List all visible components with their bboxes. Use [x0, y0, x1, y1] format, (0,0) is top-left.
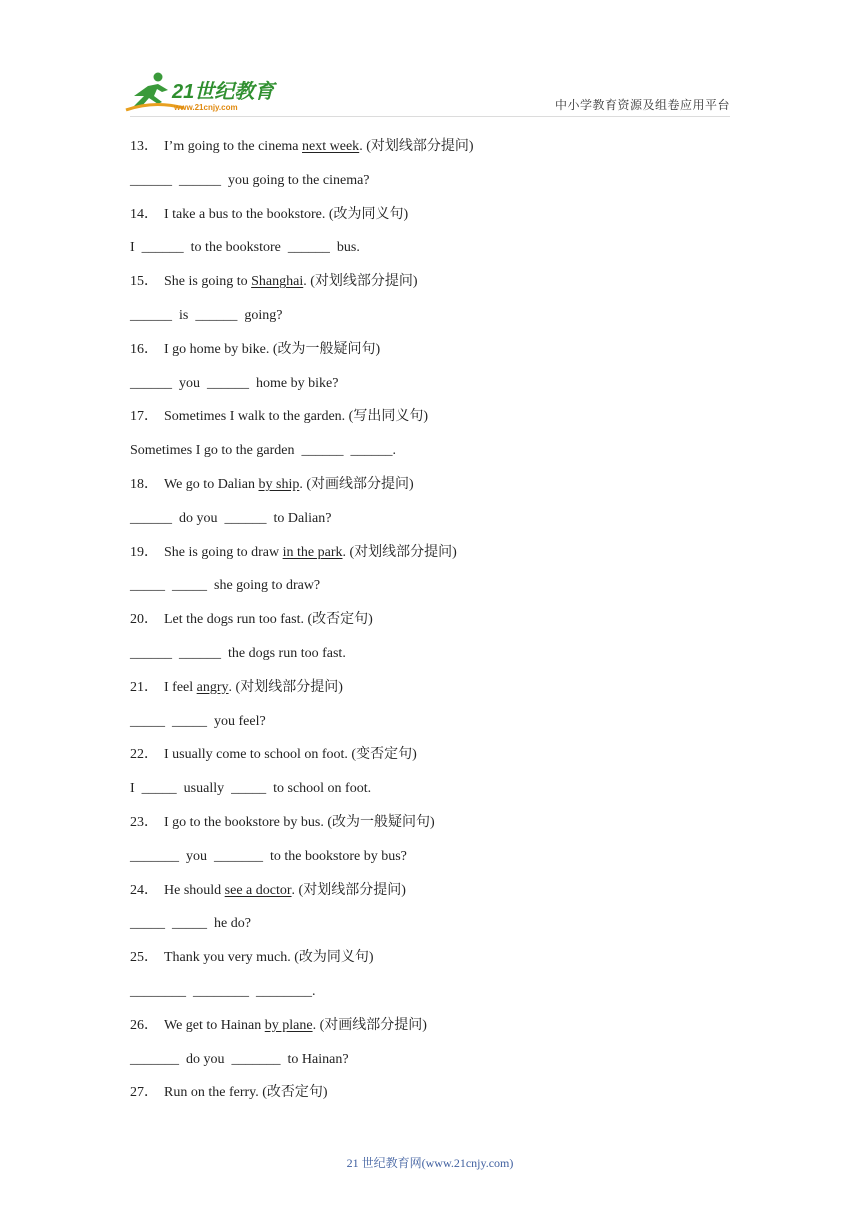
answer-blanks[interactable]: ______ do you ______ to Dalian?: [130, 510, 332, 526]
question-text: She is going to: [164, 274, 252, 290]
question-text: She is going to draw: [164, 544, 283, 560]
answer-line[interactable]: [130, 1049, 730, 1083]
answer-blanks[interactable]: _____ _____ she going to draw?: [130, 578, 321, 594]
underlined-phrase: see a doctor: [224, 882, 292, 898]
answer-line[interactable]: [130, 508, 730, 542]
question-number: 25．: [130, 950, 158, 966]
question-number: 24．: [130, 882, 158, 898]
question-text: Thank you very much. (改为同义句): [164, 950, 374, 966]
question-text: We get to Hainan: [164, 1017, 265, 1033]
answer-blanks[interactable]: _______ do you _______ to Hainan?: [130, 1051, 349, 1067]
answer-line[interactable]: [130, 643, 730, 677]
answer-line[interactable]: [130, 711, 730, 745]
question-number: 16．: [130, 341, 158, 357]
underlined-phrase: by ship: [258, 476, 300, 492]
answer-blanks[interactable]: ______ ______ you going to the cinema?: [130, 172, 370, 188]
question-instruction: . (对画线部分提问): [312, 1017, 427, 1033]
answer-line[interactable]: [130, 305, 730, 339]
question-line: [130, 1015, 730, 1049]
question-line: [130, 542, 730, 576]
question-instruction: . (对画线部分提问): [299, 476, 414, 492]
answer-blanks[interactable]: ______ ______ the dogs run too fast.: [130, 645, 346, 661]
answer-blanks[interactable]: _____ _____ you feel?: [130, 713, 266, 729]
answer-line[interactable]: [130, 170, 730, 204]
answer-blanks[interactable]: ______ you ______ home by bike?: [130, 375, 339, 391]
question-number: 23．: [130, 814, 158, 830]
question-number: 13．: [130, 139, 158, 154]
question-line: [130, 136, 730, 170]
question-text: Run on the ferry. (改否定句): [164, 1085, 328, 1101]
answer-blanks[interactable]: ________ ________ ________.: [130, 983, 316, 999]
header-divider: [130, 116, 730, 117]
page-footer: 21 世纪教育网(www.21cnjy.com): [346, 1156, 514, 1170]
question-text: I usually come to school on foot. (变否定句): [164, 747, 417, 763]
question-text: Let the dogs run too fast. (改否定句): [164, 612, 373, 628]
logo: [124, 70, 294, 114]
answer-blanks[interactable]: Sometimes I go to the garden ______ ______.: [130, 443, 396, 459]
question-text: I go home by bike. (改为一般疑问句): [164, 341, 381, 357]
question-text: He should: [164, 882, 225, 898]
question-instruction: . (对划线部分提问): [342, 544, 457, 560]
answer-line[interactable]: [130, 575, 730, 609]
question-line: [130, 204, 730, 238]
question-line: [130, 947, 730, 981]
answer-line[interactable]: [130, 778, 730, 812]
question-number: 14．: [130, 206, 158, 222]
underlined-phrase: next week: [302, 139, 360, 154]
underlined-phrase: Shanghai: [251, 274, 304, 290]
question-instruction: . (对划线部分提问): [359, 139, 474, 154]
question-text: We go to Dalian: [164, 476, 259, 492]
question-line: [130, 339, 730, 373]
answer-line[interactable]: [130, 846, 730, 880]
question-number: 22．: [130, 747, 158, 763]
question-number: 21．: [130, 679, 158, 695]
question-line: [130, 744, 730, 778]
question-instruction: . (对划线部分提问): [228, 679, 343, 695]
question-text: I take a bus to the bookstore. (改为同义句): [164, 206, 409, 222]
question-instruction: . (对划线部分提问): [303, 274, 418, 290]
question-number: 18．: [130, 476, 158, 492]
question-number: 15．: [130, 274, 158, 290]
question-line: [130, 812, 730, 846]
question-line: [130, 1082, 730, 1116]
logo-icon: [124, 70, 294, 114]
question-text: I feel: [164, 679, 197, 695]
page-header: [0, 0, 860, 130]
answer-blanks[interactable]: ______ is ______ going?: [130, 307, 283, 323]
question-line: [130, 677, 730, 711]
question-text: I go to the bookstore by bus. (改为一般疑问句): [164, 814, 435, 830]
question-text: Sometimes I walk to the garden. (写出同义句): [164, 409, 429, 425]
question-line: [130, 406, 730, 440]
underlined-phrase: angry: [196, 679, 229, 695]
question-instruction: . (对划线部分提问): [291, 882, 406, 898]
header-tagline: 中小学教育资源及组卷应用平台: [554, 98, 730, 112]
question-number: 20．: [130, 612, 158, 628]
question-line: [130, 880, 730, 914]
answer-line[interactable]: [130, 373, 730, 407]
answer-blanks[interactable]: I _____ usually _____ to school on foot.: [130, 781, 372, 797]
underlined-phrase: in the park: [282, 544, 343, 560]
question-line: [130, 474, 730, 508]
question-number: 26．: [130, 1017, 158, 1033]
answer-line[interactable]: [130, 913, 730, 947]
answer-line[interactable]: [130, 440, 730, 474]
question-number: 27．: [130, 1085, 158, 1101]
answer-blanks[interactable]: _____ _____ he do?: [130, 916, 251, 932]
answer-blanks[interactable]: I ______ to the bookstore ______ bus.: [130, 240, 360, 256]
question-text: I’m going to the cinema: [164, 139, 303, 154]
logo-text: 21世纪教育: [172, 81, 275, 103]
underlined-phrase: by plane: [264, 1017, 313, 1033]
answer-line[interactable]: [130, 237, 730, 271]
answer-line[interactable]: [130, 981, 730, 1015]
question-list: [130, 136, 730, 1116]
question-number: 19．: [130, 544, 158, 560]
logo-url: www.21cnjy.com: [174, 103, 238, 112]
question-number: 17．: [130, 409, 158, 425]
answer-blanks[interactable]: _______ you _______ to the bookstore by bus?: [130, 848, 407, 864]
question-line: [130, 609, 730, 643]
question-line: [130, 271, 730, 305]
